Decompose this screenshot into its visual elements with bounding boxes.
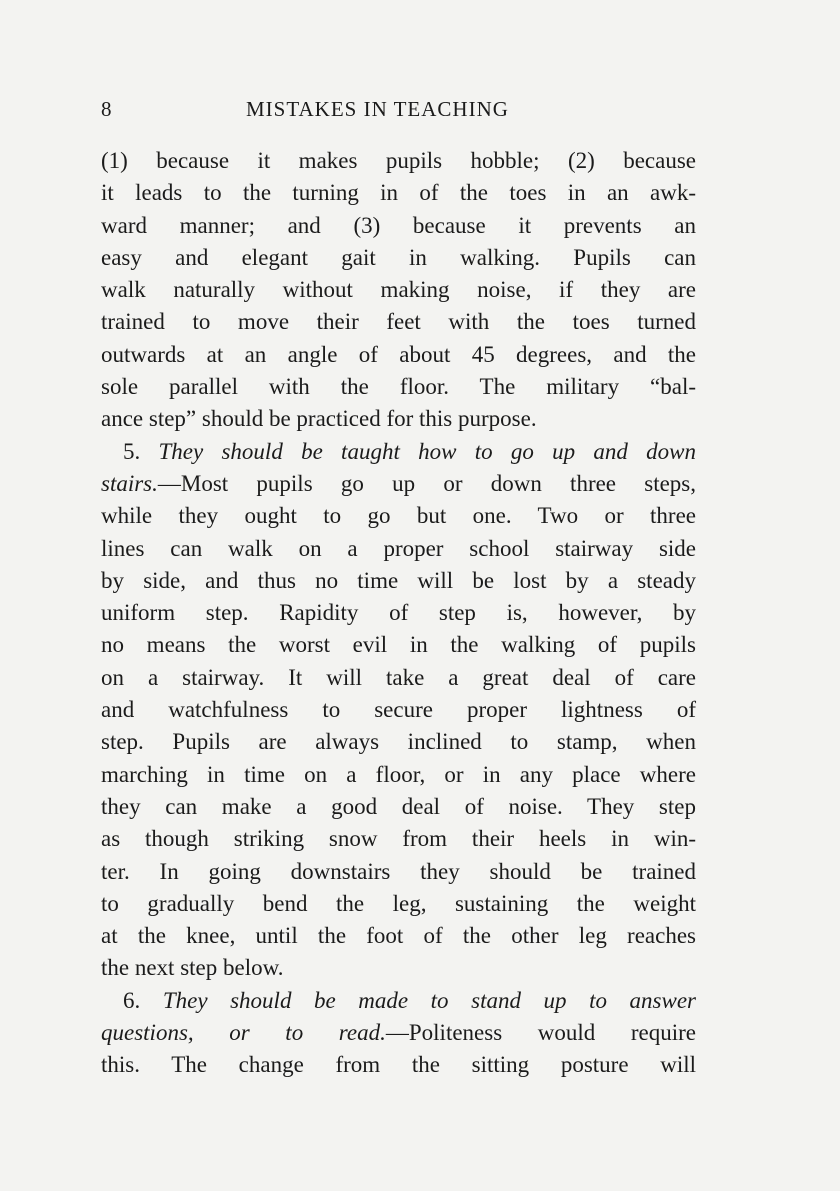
section-number-5: 5. <box>123 438 159 464</box>
paragraph-6-heading-line <box>101 985 696 1017</box>
text-line: by side, and thus no time will be lost by a steady <box>101 567 696 593</box>
text-line: (1) because it makes pupils hobble; (2) because <box>101 148 696 173</box>
text-line: they can make a good deal of noise. They step <box>101 793 696 819</box>
text-line: while they ought to go but one. Two or three <box>101 503 696 529</box>
body-text <box>101 145 696 1082</box>
section-heading-6: They should be made to stand up to answer <box>162 987 697 1013</box>
text-line: uniform step. Rapidity of step is, however, by <box>101 600 696 626</box>
section-text-5-start: —Most pupils go up or down three steps, <box>157 470 696 496</box>
text-line: the next step below. <box>101 955 284 981</box>
running-title: MISTAKES IN TEACHING <box>246 97 509 121</box>
section-number-6: 6. <box>123 987 163 1013</box>
text-line: on a stairway. It will take a great deal of care <box>101 664 696 690</box>
page-header <box>101 97 696 127</box>
text-line: to gradually bend the leg, sustaining the weight <box>101 890 696 916</box>
text-line: ward manner; and (3) because it prevents an <box>101 212 696 238</box>
text-line: at the knee, until the foot of the other leg reaches <box>101 923 696 949</box>
section-heading-6-end: questions, or to read. <box>101 1020 386 1046</box>
text-line: marching in time on a floor, or in any place where <box>101 761 696 787</box>
text-line: sole parallel with the floor. The military “bal- <box>101 374 696 400</box>
section-heading-5: They should be taught how to go up and down <box>158 438 696 464</box>
text-line <box>101 468 696 500</box>
text-line: ance step” should be practiced for this purpose. <box>101 406 537 432</box>
text-line: this. The change from the sitting posture will <box>101 1052 696 1078</box>
text-line: walk naturally without making noise, if they are <box>101 277 696 303</box>
text-line: ter. In going downstairs they should be trained <box>101 858 696 884</box>
text-line: easy and elegant gait in walking. Pupils can <box>101 244 696 270</box>
text-line: lines can walk on a proper school stairway side <box>101 535 696 561</box>
section-heading-5-end: stairs. <box>101 470 158 496</box>
text-line <box>101 1017 696 1049</box>
text-line: step. Pupils are always inclined to stamp, when <box>101 729 696 755</box>
page-number: 8 <box>101 97 113 121</box>
text-line: trained to move their feet with the toes turned <box>101 309 696 335</box>
paragraph-5-heading-line <box>101 436 696 468</box>
text-line: outwards at an angle of about 45 degrees, and the <box>101 341 696 367</box>
text-line: it leads to the turning in of the toes in an awk- <box>101 180 696 206</box>
text-line: no means the worst evil in the walking of pupils <box>101 632 696 658</box>
text-line: as though striking snow from their heels in win- <box>101 826 696 852</box>
text-line: and watchfulness to secure proper lightness of <box>101 697 696 723</box>
section-text-6-start: —Politeness would require <box>385 1020 696 1046</box>
